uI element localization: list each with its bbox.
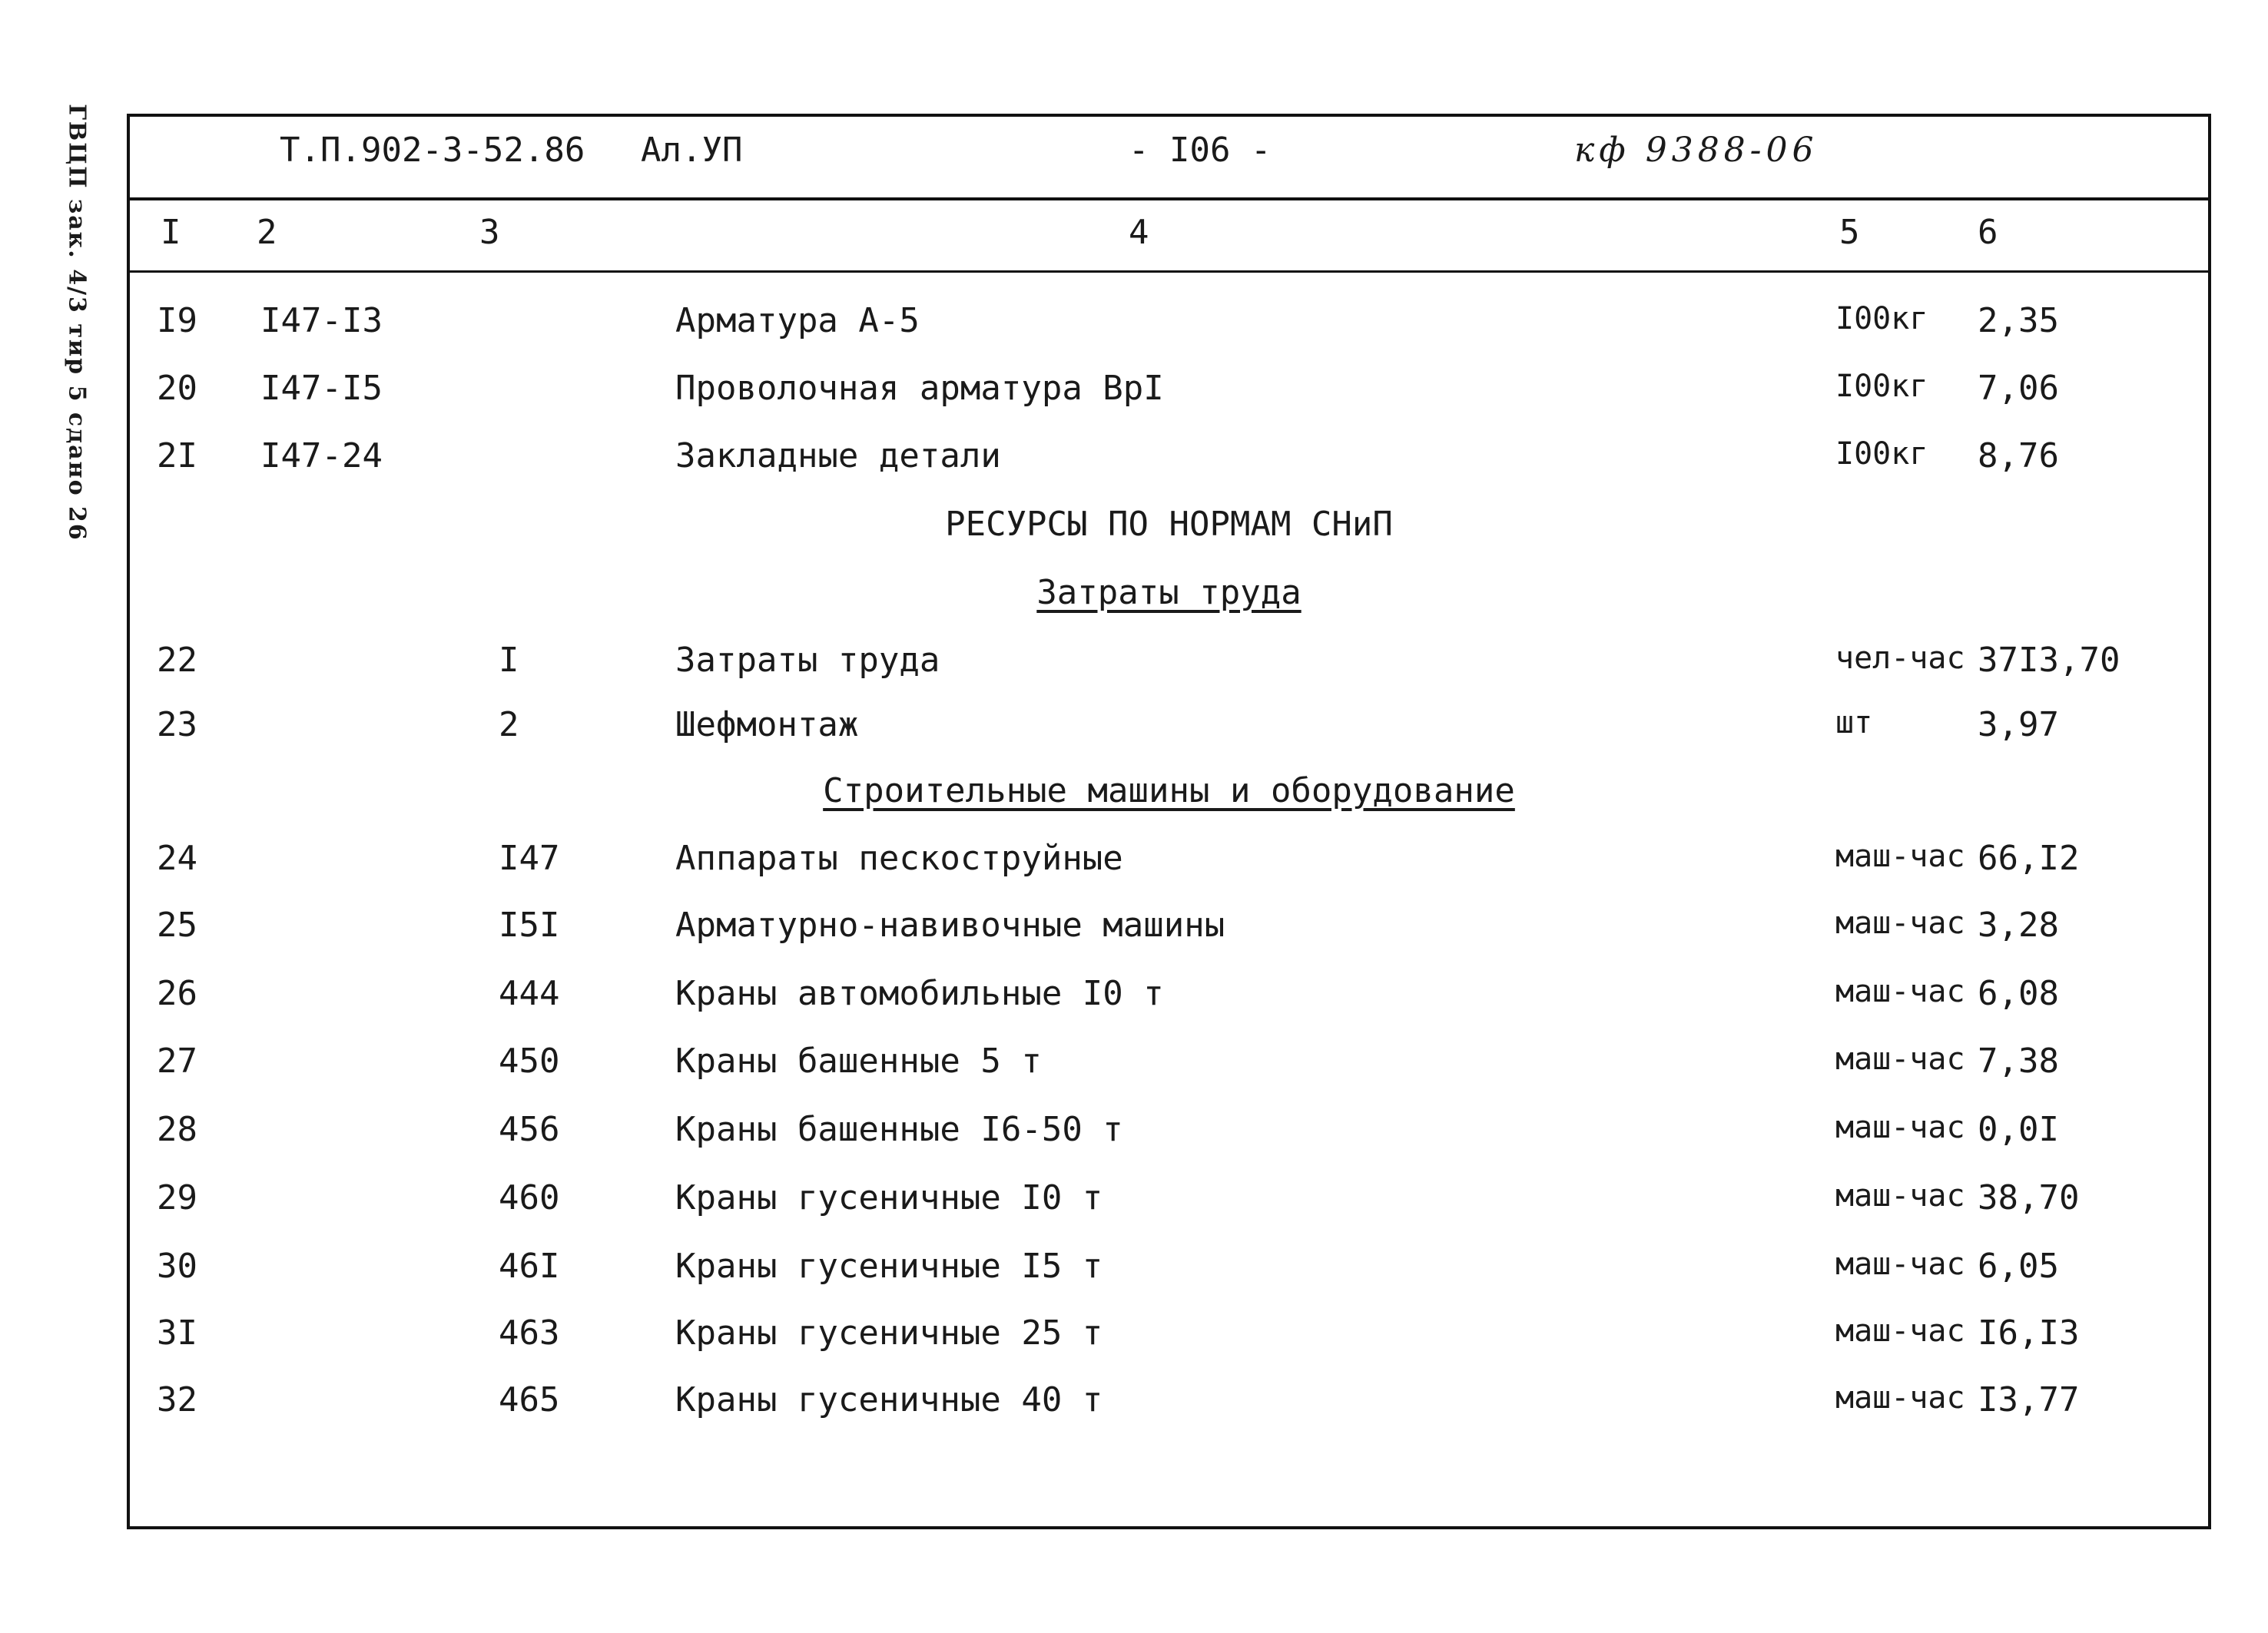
project-code: Т.П.902-3-52.86 xyxy=(280,131,585,170)
table-row xyxy=(130,839,2208,893)
table-row xyxy=(130,705,2208,759)
row-value: 3,97 xyxy=(1978,705,2059,744)
column-number-2: 2 xyxy=(257,213,277,252)
row-ref: 46I xyxy=(499,1247,560,1286)
table-row xyxy=(130,974,2208,1028)
table-row xyxy=(130,436,2208,490)
row-unit: маш-час xyxy=(1835,1247,1965,1282)
row-ref: I xyxy=(499,641,519,680)
row-ref: 2 xyxy=(499,705,519,744)
column-number-6: 6 xyxy=(1978,213,1998,252)
row-name: Шефмонтаж xyxy=(675,705,859,744)
side-stamp-text: ГВЦП зак. 4/3 тир 5 сдано 26 xyxy=(63,104,91,542)
row-name: Арматурно-навивочные машины xyxy=(675,906,1225,945)
table-row xyxy=(130,1178,2208,1232)
row-code: I47-I3 xyxy=(260,301,383,340)
row-number: 24 xyxy=(157,839,197,878)
table-row xyxy=(130,369,2208,422)
row-name: Проволочная арматура ВрI xyxy=(675,369,1164,408)
table-row xyxy=(130,1247,2208,1300)
row-ref: 456 xyxy=(499,1110,560,1149)
table-row xyxy=(130,906,2208,959)
row-number: 25 xyxy=(157,906,197,945)
row-number: 20 xyxy=(157,369,197,408)
row-unit: маш-час xyxy=(1835,906,1965,941)
row-unit: маш-час xyxy=(1835,974,1965,1009)
row-value: 2,35 xyxy=(1978,301,2059,340)
table-row xyxy=(130,1313,2208,1367)
row-unit: маш-час xyxy=(1835,1042,1965,1077)
row-unit: маш-час xyxy=(1835,1110,1965,1145)
column-number-5: 5 xyxy=(1839,213,1860,252)
row-ref: 444 xyxy=(499,974,560,1013)
row-unit: I00кг xyxy=(1835,369,1928,404)
row-name: Аппараты пескоструйные xyxy=(675,839,1123,878)
row-unit: маш-час xyxy=(1835,1380,1965,1416)
row-value: 0,0I xyxy=(1978,1110,2059,1149)
row-unit: маш-час xyxy=(1835,1178,1965,1214)
table-row xyxy=(130,301,2208,355)
row-unit: шт xyxy=(1835,705,1873,740)
side-stamp xyxy=(54,104,100,542)
row-ref: 463 xyxy=(499,1313,560,1353)
row-value: 38,70 xyxy=(1978,1178,2080,1217)
row-number: 22 xyxy=(157,641,197,680)
row-name: Краны башенные 5 т xyxy=(675,1042,1042,1081)
row-ref: 460 xyxy=(499,1178,560,1217)
row-ref: I5I xyxy=(499,906,560,945)
table-row xyxy=(130,1380,2208,1434)
table-row xyxy=(130,1110,2208,1164)
row-value: 8,76 xyxy=(1978,436,2059,475)
row-name: Закладные детали xyxy=(675,436,1001,475)
row-number: 32 xyxy=(157,1380,197,1419)
column-header-divider xyxy=(130,270,2208,273)
row-number: 28 xyxy=(157,1110,197,1149)
row-value: 7,38 xyxy=(1978,1042,2059,1081)
row-value: 6,08 xyxy=(1978,974,2059,1013)
row-name: Краны башенные I6-50 т xyxy=(675,1110,1123,1149)
table-row xyxy=(130,1042,2208,1095)
row-ref: 450 xyxy=(499,1042,560,1081)
row-ref: I47 xyxy=(499,839,560,878)
column-number-3: 3 xyxy=(479,213,500,252)
row-unit: чел-час xyxy=(1835,641,1965,676)
table-row xyxy=(130,641,2208,694)
document-number: кф 9388-06 xyxy=(1574,131,1819,170)
row-value: I6,I3 xyxy=(1978,1313,2080,1353)
row-value: 7,06 xyxy=(1978,369,2059,408)
row-name: Краны гусеничные 40 т xyxy=(675,1380,1103,1419)
row-value: 3,28 xyxy=(1978,906,2059,945)
row-number: 2I xyxy=(157,436,197,475)
page-number: - I06 - xyxy=(1129,131,1272,170)
document-frame xyxy=(127,114,2211,1529)
row-number: 29 xyxy=(157,1178,197,1217)
section-machines-heading: Строительные машины и оборудование xyxy=(823,771,1515,810)
row-number: 30 xyxy=(157,1247,197,1286)
row-unit: маш-час xyxy=(1835,1313,1965,1349)
row-number: 26 xyxy=(157,974,197,1013)
row-name: Затраты труда xyxy=(675,641,940,680)
row-name: Краны гусеничные 25 т xyxy=(675,1313,1103,1353)
row-unit: I00кг xyxy=(1835,436,1928,472)
row-ref: 465 xyxy=(499,1380,560,1419)
row-value: 6,05 xyxy=(1978,1247,2059,1286)
row-number: 23 xyxy=(157,705,197,744)
row-code: I47-24 xyxy=(260,436,383,475)
row-value: 37I3,70 xyxy=(1978,641,2120,680)
row-code: I47-I5 xyxy=(260,369,383,408)
section-labor-heading: Затраты труда xyxy=(1036,573,1301,612)
album-label: Ал.УП xyxy=(641,131,743,170)
row-name: Арматура А-5 xyxy=(675,301,920,340)
row-value: I3,77 xyxy=(1978,1380,2080,1419)
row-unit: маш-час xyxy=(1835,839,1965,874)
column-number-4: 4 xyxy=(1129,213,1149,252)
row-unit: I00кг xyxy=(1835,301,1928,336)
row-value: 66,I2 xyxy=(1978,839,2080,878)
row-number: 27 xyxy=(157,1042,197,1081)
row-name: Краны автомобильные I0 т xyxy=(675,974,1164,1013)
column-number-1: I xyxy=(161,213,181,252)
row-name: Краны гусеничные I0 т xyxy=(675,1178,1103,1217)
row-number: I9 xyxy=(157,301,197,340)
row-name: Краны гусеничные I5 т xyxy=(675,1247,1103,1286)
header-divider xyxy=(130,197,2208,200)
section-resources-heading: РЕСУРСЫ ПО НОРМАМ СНиП xyxy=(945,505,1393,544)
row-number: 3I xyxy=(157,1313,197,1353)
